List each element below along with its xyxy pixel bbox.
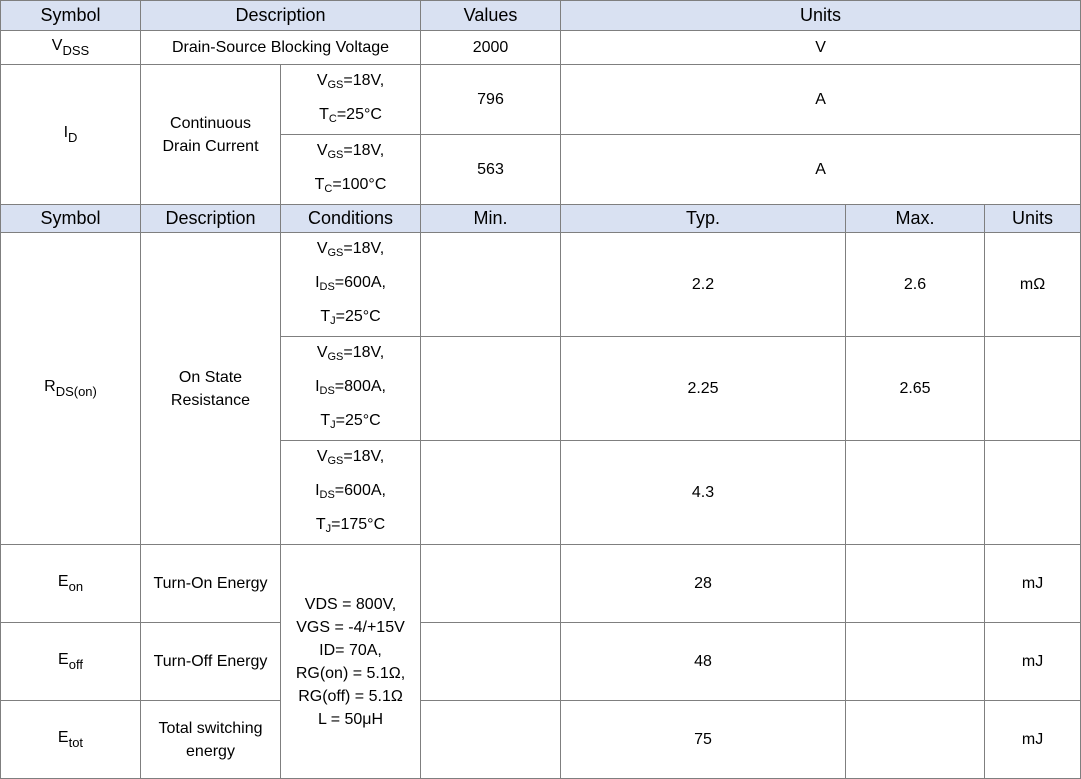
- vdss-unit: V: [561, 31, 1081, 65]
- vdss-symbol: $V_{DSS}$: [1, 31, 141, 65]
- rdson-unit-1: mΩ: [985, 233, 1081, 337]
- header-units: Units: [561, 1, 1081, 31]
- header2-max: Max.: [846, 205, 985, 233]
- rdson-typ-3: 4.3: [561, 441, 846, 545]
- rdson-min-3: [421, 441, 561, 545]
- header2-symbol: Symbol: [1, 205, 141, 233]
- eon-row: [1, 545, 1081, 623]
- id-unit-2: A: [561, 135, 1081, 205]
- eoff-min: [421, 623, 561, 701]
- header2-min: Min.: [421, 205, 561, 233]
- eoff-symbol: $E_{off}$: [1, 623, 141, 701]
- id-condition-2: $V_{GS}=18V$, $T_C=100^\circ C$: [281, 135, 421, 205]
- id-value-1: 796: [421, 65, 561, 135]
- header2-conditions: Conditions: [281, 205, 421, 233]
- vdss-description: Drain-Source Blocking Voltage: [141, 31, 421, 65]
- header2-description: Description: [141, 205, 281, 233]
- eon-description: Turn-On Energy: [141, 545, 281, 623]
- id-symbol: $I_D$: [1, 65, 141, 205]
- vdss-value: 2000: [421, 31, 561, 65]
- id-row-1: [1, 65, 1081, 135]
- rdson-condition-3: $V_{GS}=18V$, $I_{DS}=600A$, $T_J=175^\circ C$: [281, 441, 421, 545]
- rdson-max-2: 2.65: [846, 337, 985, 441]
- etot-symbol: $E_{tot}$: [1, 701, 141, 779]
- header-description: Description: [141, 1, 421, 31]
- top-header-row: [1, 1, 1081, 31]
- rdson-typ-1: 2.2: [561, 233, 846, 337]
- header2-units: Units: [985, 205, 1081, 233]
- eoff-max: [846, 623, 985, 701]
- eoff-description: Turn-Off Energy: [141, 623, 281, 701]
- rdson-unit-2: [985, 337, 1081, 441]
- rdson-max-3: [846, 441, 985, 545]
- eon-unit: mJ: [985, 545, 1081, 623]
- eoff-unit: mJ: [985, 623, 1081, 701]
- header-symbol: Symbol: [1, 1, 141, 31]
- rdson-unit-3: [985, 441, 1081, 545]
- vdss-row: [1, 31, 1081, 65]
- id-description: Continuous Drain Current: [141, 65, 281, 205]
- id-value-2: 563: [421, 135, 561, 205]
- rdson-row-1: [1, 233, 1081, 337]
- id-condition-1: $V_{GS}=18V$, $T_C=25^\circ C$: [281, 65, 421, 135]
- rdson-min-2: [421, 337, 561, 441]
- eon-max: [846, 545, 985, 623]
- header-values: Values: [421, 1, 561, 31]
- eoff-typ: 48: [561, 623, 846, 701]
- id-unit-1: A: [561, 65, 1081, 135]
- rdson-max-1: 2.6: [846, 233, 985, 337]
- rdson-min-1: [421, 233, 561, 337]
- etot-typ: 75: [561, 701, 846, 779]
- second-header-row: [1, 205, 1081, 233]
- rdson-symbol: $R_{DS(on)}$: [1, 233, 141, 545]
- eon-symbol: $E_{on}$: [1, 545, 141, 623]
- etot-row: [1, 701, 1081, 779]
- eon-typ: 28: [561, 545, 846, 623]
- etot-description: Total switching energy: [141, 701, 281, 779]
- header2-typ: Typ.: [561, 205, 846, 233]
- eoff-row: [1, 623, 1081, 701]
- rdson-condition-1: $V_{GS}=18V$, $I_{DS}=600A$, $T_J=25^\circ C$: [281, 233, 421, 337]
- etot-max: [846, 701, 985, 779]
- etot-min: [421, 701, 561, 779]
- switching-conditions: VDS = 800V, VGS = -4/+15V ID= 70A, RG(on) = 5.1Ω, RG(off) = 5.1Ω L = 50μH: [281, 545, 421, 779]
- etot-unit: mJ: [985, 701, 1081, 779]
- rdson-condition-2: $V_{GS}=18V$, $I_{DS}=800A$, $T_J=25^\circ C$: [281, 337, 421, 441]
- eon-min: [421, 545, 561, 623]
- rdson-description: On State Resistance: [141, 233, 281, 545]
- rdson-typ-2: 2.25: [561, 337, 846, 441]
